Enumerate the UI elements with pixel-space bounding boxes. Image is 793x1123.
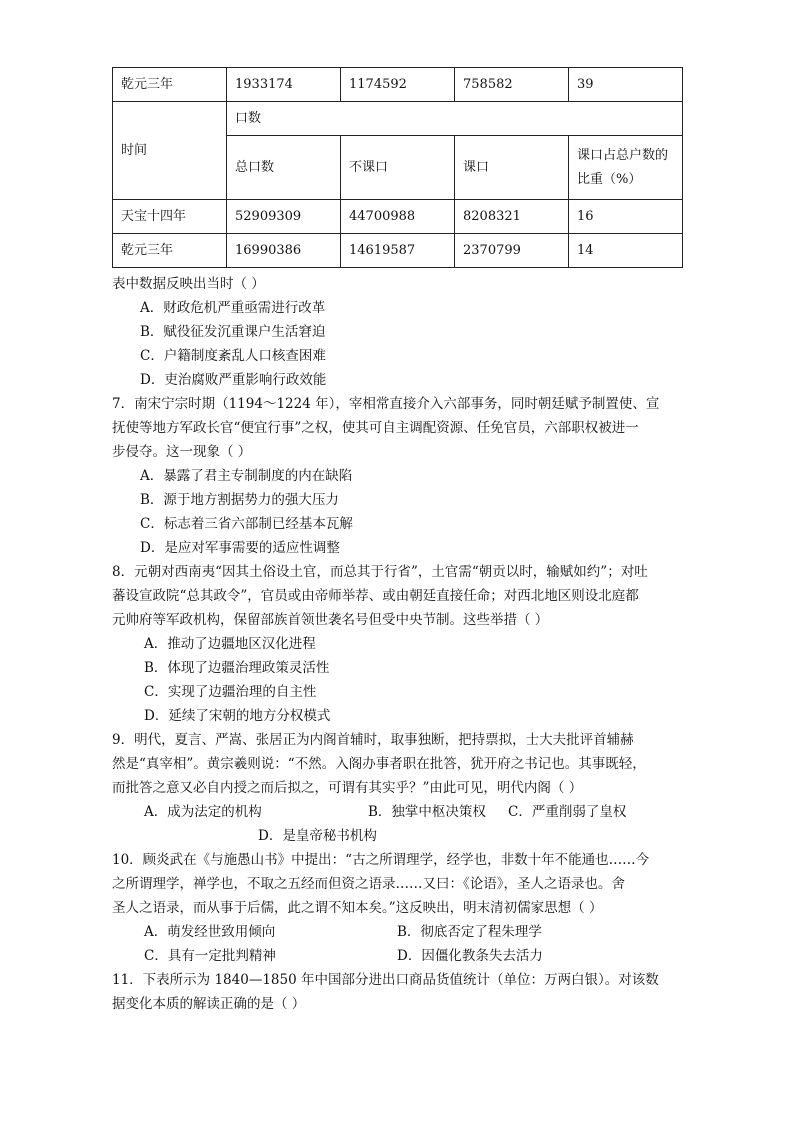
question-stem-line: 然是“真宰相”。黄宗羲则说：“不然。入阁办事者职在批答，犹开府之书记也。其事既轻， [112, 756, 646, 772]
answer-options-row [112, 920, 687, 944]
question-stem-line: 而批答之意又必自内授之而后拟之，可谓有其实乎？”由此可见，明代内阁（ ） [112, 780, 583, 796]
answer-options-row [112, 944, 687, 968]
question-9 [112, 728, 687, 848]
question-6 [112, 272, 687, 392]
column-header: 总口数 [227, 136, 341, 200]
question-stem-line: 步侵夺。这一现象（ ） [112, 444, 252, 460]
column-header: 不课口 [341, 136, 455, 200]
answer-option: B．彻底否定了程朱理学 [397, 924, 542, 940]
question-stem-line: 10．顾炎武在《与施愚山书》中提出：“古之所谓理学，经学也，非数十年不能通也……今 [112, 852, 650, 868]
question-stem: 表中数据反映出当时（ ） [112, 276, 265, 292]
question-stem-line: 元帅府等军政机构，保留部族首领世袭名号但受中央节制。这些举措（ ） [112, 612, 549, 628]
table-cell: 1933174 [227, 68, 341, 102]
answer-option: D．因僵化教条失去活力 [397, 948, 543, 964]
time-header: 时间 [113, 102, 227, 200]
answer-options-row [112, 800, 687, 824]
answer-option: C．标志着三省六部制已经基本瓦解 [140, 516, 353, 532]
question-stem-line: 据变化本质的解读正确的是（ ） [112, 996, 306, 1012]
question-stem-line: 抚使等地方军政长官“便宜行事”之权，使其可自主调配资源、任免官员，六部职权被进一 [112, 420, 639, 436]
answer-option: D．吏治腐败严重影响行政效能 [140, 372, 327, 388]
answer-option: D．是皇帝秘书机构 [258, 828, 377, 844]
answer-option: A．财政危机严重亟需进行改革 [140, 300, 326, 316]
table-header-row [113, 102, 683, 136]
question-stem-line: 圣人之语录，而从事于后儒，此之谓不知本矣。”这反映出，明末清初儒家思想（ ） [112, 900, 603, 916]
answer-option: B．体现了边疆治理政策灵活性 [144, 660, 330, 676]
table-cell: 16 [569, 200, 683, 234]
answer-option: A．成为法定的机构 [144, 804, 262, 820]
answer-option: D．延续了宋朝的地方分权模式 [144, 708, 331, 724]
answer-options-row [112, 824, 687, 848]
table-cell: 乾元三年 [113, 234, 227, 268]
table-cell: 8208321 [455, 200, 569, 234]
answer-option: A．推动了边疆地区汉化进程 [144, 636, 316, 652]
answer-option: A．暴露了君主专制制度的内在缺陷 [140, 468, 353, 484]
answer-option: C．户籍制度紊乱人口核查困难 [140, 348, 326, 364]
table-cell: 天宝十四年 [113, 200, 227, 234]
questions [112, 272, 687, 1016]
answer-option: D．是应对军事需要的适应性调整 [140, 540, 340, 556]
answer-option: C．具有一定批判精神 [144, 948, 276, 964]
table-cell: 52909309 [227, 200, 341, 234]
population-group-header: 口数 [227, 102, 683, 136]
table-row [113, 68, 683, 102]
table-cell: 44700988 [341, 200, 455, 234]
table-row [113, 200, 683, 234]
question-stem-line: 蕃设宣政院“总其政令”，官员或由帝师举荐、或由朝廷直接任命；对西北地区则设北庭都 [112, 588, 639, 604]
question-8 [112, 560, 687, 728]
answer-option: B．独掌中枢决策权 [368, 804, 486, 820]
question-stem-line: 7．南宋宁宗时期（1194～1224 年），宰相常直接介入六部事务，同时朝廷赋予制置使、宣 [112, 396, 660, 412]
table-row [113, 234, 683, 268]
table-cell: 16990386 [227, 234, 341, 268]
question-7 [112, 392, 687, 560]
household-statistics-table [112, 67, 683, 268]
question-stem-line: 11．下表所示为 1840—1850 年中国部分进出口商品货值统计（单位：万两白银）。对该数 [112, 972, 659, 988]
table-cell: 758582 [455, 68, 569, 102]
column-header: 课口占总户数的比重（%） [569, 136, 683, 200]
answer-option: B．源于地方割据势力的强大压力 [140, 492, 339, 508]
answer-option: C．严重削弱了皇权 [508, 804, 627, 820]
table-cell: 14 [569, 234, 683, 268]
column-header: 课口 [455, 136, 569, 200]
question-10 [112, 848, 687, 968]
table-cell: 39 [569, 68, 683, 102]
table-cell: 2370799 [455, 234, 569, 268]
table-cell: 1174592 [341, 68, 455, 102]
answer-option: A．萌发经世致用倾向 [144, 924, 276, 940]
question-stem-line: 9．明代，夏言、严嵩、张居正为内阁首辅时，取事独断，把持票拟，士大夫批评首辅赫 [112, 732, 634, 748]
answer-option: B．赋役征发沉重课户生活窘迫 [140, 324, 326, 340]
question-stem-line: 之所谓理学，禅学也，不取之五经而但资之语录……又曰：《论语》，圣人之语录也。舍 [112, 876, 625, 892]
question-11 [112, 968, 687, 1016]
question-stem-line: 8．元朝对西南夷“因其土俗设土官，而总其于行省”，土官需“朝贡以时，输赋如约”；对吐 [112, 564, 648, 580]
answer-option: C．实现了边疆治理的自主性 [144, 684, 317, 700]
table-cell: 乾元三年 [113, 68, 227, 102]
table-cell: 14619587 [341, 234, 455, 268]
